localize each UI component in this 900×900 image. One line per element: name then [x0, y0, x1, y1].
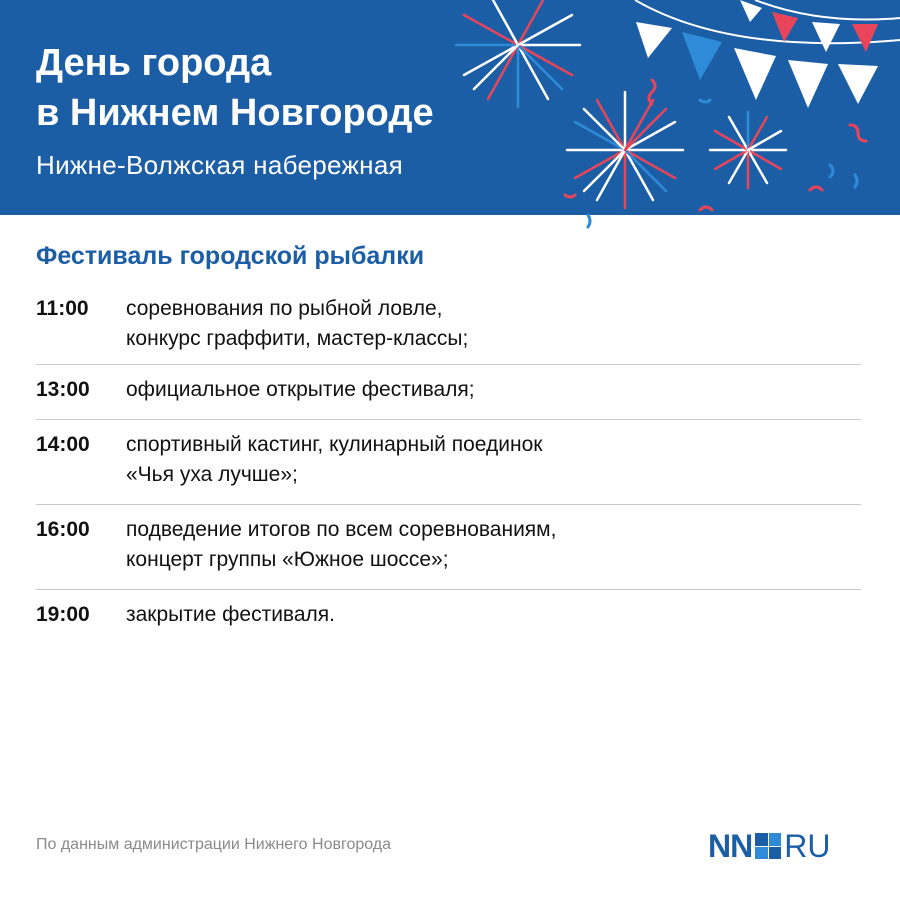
logo-text-right: RU: [784, 827, 831, 864]
bunting-flags-icon: [636, 0, 878, 108]
schedule-description: [126, 294, 468, 350]
confetti-icon: [565, 80, 866, 227]
schedule-description: [126, 375, 475, 405]
logo-text-left: NN: [708, 827, 753, 864]
schedule-time: 16:00: [36, 518, 90, 541]
schedule-description: [126, 600, 335, 630]
description-line: конкурс граффити, мастер-классы;: [126, 327, 469, 350]
schedule-time: 11:00: [36, 297, 89, 320]
location-subtitle: Нижне-Волжская набережная: [36, 150, 403, 180]
schedule-time: 13:00: [36, 378, 90, 401]
fireworks-icon: [400, 0, 900, 235]
schedule-time: 19:00: [36, 603, 90, 626]
description-line: концерт группы «Южное шоссе»;: [126, 548, 449, 571]
logo-square-icon: [755, 833, 781, 859]
description-line: подведение итогов по всем соревнованиям,: [126, 518, 557, 541]
title-line-2: в Нижнем Новгороде: [36, 92, 434, 134]
schedule-list: [36, 290, 861, 644]
description-line: официальное открытие фестиваля;: [126, 378, 475, 401]
source-note: По данным администрации Нижнего Новгорода: [36, 836, 392, 853]
section-title: Фестиваль городской рыбалки: [36, 242, 425, 270]
schedule-row: [36, 590, 861, 644]
page-title: [36, 38, 434, 138]
description-line: соревнования по рыбной ловле,: [126, 297, 443, 320]
description-line: закрытие фестиваля.: [126, 603, 335, 626]
schedule-row: [36, 420, 861, 505]
title-line-1: День города: [36, 42, 272, 84]
nn-ru-logo[interactable]: [708, 828, 830, 864]
description-line: спортивный кастинг, кулинарный поединок: [126, 433, 543, 456]
schedule-row: [36, 290, 861, 365]
schedule-description: [126, 515, 556, 575]
schedule-row: [36, 365, 861, 420]
description-line: «Чья уха лучше»;: [126, 463, 298, 486]
schedule-time: 14:00: [36, 433, 90, 456]
schedule-row: [36, 505, 861, 590]
schedule-description: [126, 430, 542, 490]
